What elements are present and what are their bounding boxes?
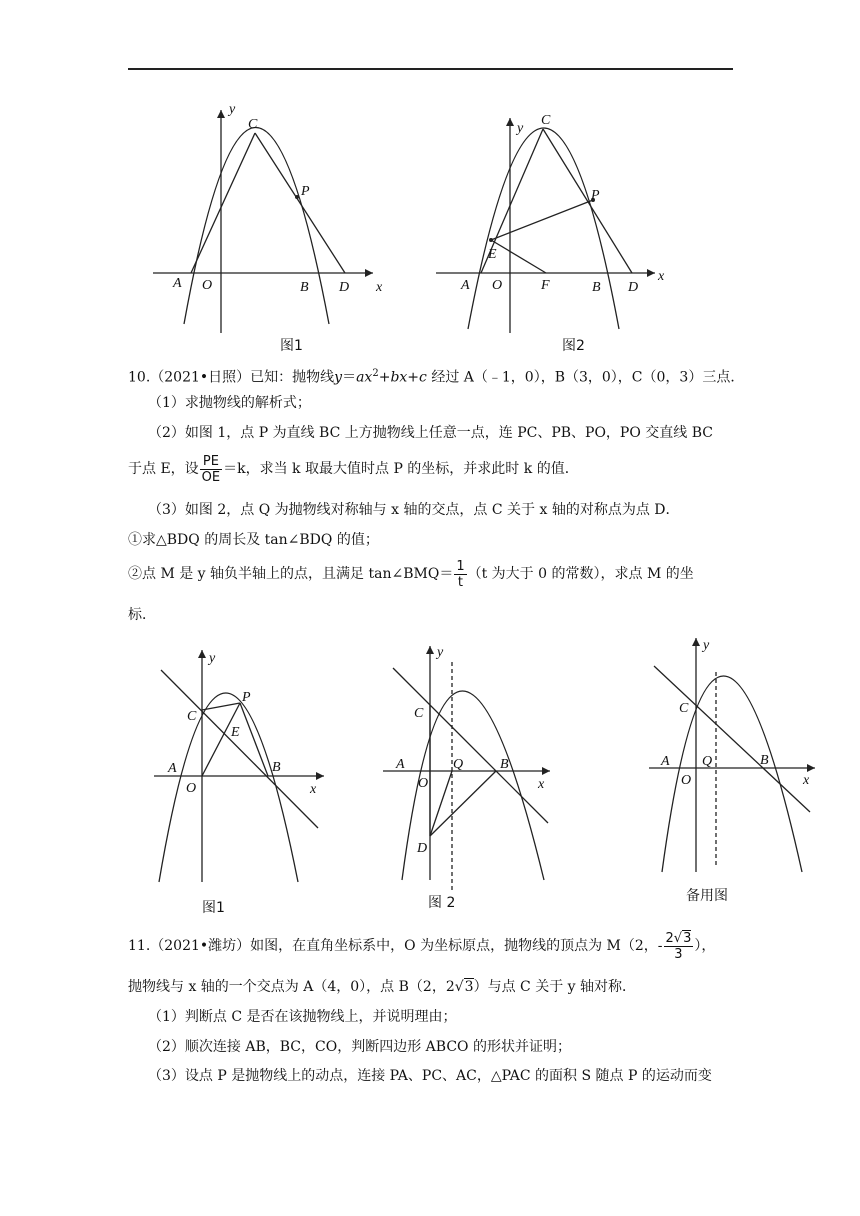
label-a: A: [168, 761, 177, 776]
q10-part3: （3）如图 2，点 Q 为抛物线对称轴与 x 轴的交点，点 C 关于 x 轴的对称点为点 D．: [148, 502, 680, 518]
y-arrow: [426, 646, 434, 654]
label-q: Q: [702, 754, 713, 769]
label-d: D: [417, 841, 428, 856]
q11-header: 11.（2021•潍坊）如图，在直角坐标系中，O 为坐标原点，抛物线的顶点为 M（2，- $\frac{2√3}{3}$ ），: [128, 930, 716, 962]
label-c: C: [679, 701, 689, 716]
figure-mid-1: [150, 640, 335, 925]
fraction-pe-oe: $\frac{PE}{OE}$: [201, 453, 221, 485]
point-p-dot: [295, 195, 299, 199]
q10-part2-line2: 于点 E，设 $\frac{PE}{OE}$ ＝k，求当 k 取最大值时点 P 的坐标，并求此时 k 的值．: [128, 453, 579, 485]
label-d: D: [339, 280, 350, 295]
point-e-dot: [489, 238, 493, 242]
segment-pb: [240, 703, 268, 776]
figure-mid-2: [380, 640, 560, 915]
label-p: P: [591, 188, 600, 203]
line-bc: [654, 666, 810, 812]
label-o: O: [681, 773, 692, 788]
line-bc: [393, 668, 548, 823]
label-a: A: [173, 276, 182, 291]
segment-db: [430, 771, 496, 836]
q10-part1: （1）求抛物线的解析式；: [148, 395, 311, 411]
q10-part3-1: ①求△BDQ 的周长及 tan∠BDQ 的值；: [128, 532, 379, 548]
q10-part2-line1: （2）如图 1，点 P 为直线 BC 上方抛物线上任意一点，连 PC、PB、PO，PO 交直线 BC: [148, 425, 713, 441]
label-o: O: [202, 278, 213, 293]
label-e: E: [231, 725, 240, 740]
label-a: A: [661, 754, 670, 769]
label-a: A: [396, 757, 405, 772]
x-arrow: [542, 767, 550, 775]
segment-cd: [543, 129, 632, 273]
q10-header: 10.（2021•日照）已知：抛物线$y=ax^2+bx+c$ 经过 A（﹣1，0），B（3，0），C（0，3）三点．: [128, 368, 745, 386]
label-f: F: [541, 278, 550, 293]
figure-caption: 图1: [202, 900, 225, 916]
fraction-2sqrt3-3: $\frac{2√3}{3}$: [665, 930, 692, 962]
x-arrow: [316, 772, 324, 780]
label-b: B: [500, 757, 509, 772]
segment-ac: [191, 133, 255, 273]
x-arrow: [647, 269, 655, 277]
label-p: P: [242, 690, 251, 705]
label-x: x: [310, 782, 317, 797]
label-b: B: [760, 753, 769, 768]
figure-caption: 图1: [280, 338, 303, 354]
figure-mid-3: [645, 630, 820, 910]
y-arrow: [506, 118, 514, 126]
label-p: P: [301, 184, 310, 199]
figure-top-2: [430, 100, 675, 360]
label-o: O: [492, 278, 503, 293]
label-x: x: [803, 773, 810, 788]
label-c: C: [248, 117, 258, 132]
q10-part3-2: ②点 M 是 y 轴负半轴上的点，且满足 tan∠BMQ＝ $\frac{1}{t}$ （t 为大于 0 的常数），求点 M 的坐: [128, 558, 694, 590]
label-y: y: [703, 638, 710, 653]
label-b: B: [592, 280, 601, 295]
label-x: x: [538, 777, 545, 792]
label-b: B: [272, 760, 281, 775]
label-y: y: [517, 121, 524, 136]
figure-caption: 图 2: [428, 895, 456, 911]
y-arrow: [692, 638, 700, 646]
parabola-curve: [468, 128, 619, 329]
x-arrow: [807, 764, 815, 772]
line-bc: [161, 670, 318, 828]
y-arrow: [217, 110, 225, 118]
q10-part3-2-end: 标．: [128, 607, 156, 623]
label-c: C: [541, 113, 551, 128]
q11-line2: 抛物线与 x 轴的一个交点为 A（4，0），点 B（2，2√3）与点 C 关于 y 轴对称．: [128, 979, 636, 995]
x-arrow: [365, 269, 373, 277]
label-a: A: [461, 278, 470, 293]
label-o: O: [418, 776, 429, 791]
label-c: C: [187, 709, 197, 724]
label-y: y: [209, 651, 216, 666]
q11-part3: （3）设点 P 是抛物线上的动点，连接 PA、PC、AC，△PAC 的面积 S 随点 P 的运动而变: [148, 1068, 712, 1084]
label-c: C: [414, 706, 424, 721]
label-x: x: [376, 280, 383, 295]
y-arrow: [198, 650, 206, 658]
figure-caption: 图2: [562, 338, 585, 354]
label-d: D: [628, 280, 639, 295]
figure-top-1: [150, 100, 390, 360]
label-e: E: [488, 247, 497, 262]
figure-caption: 备用图: [686, 888, 728, 904]
segment-cd: [255, 133, 345, 273]
label-o: O: [186, 781, 197, 796]
segment-ep: [491, 200, 593, 240]
fraction-1-t: $\frac{1}{t}$: [456, 558, 465, 590]
header-rule: [128, 68, 733, 70]
label-y: y: [229, 102, 236, 117]
label-b: B: [300, 280, 309, 295]
q11-part2: （2）顺次连接 AB，BC，CO，判断四边形 ABCO 的形状并证明；: [148, 1039, 571, 1055]
segment-ef: [491, 240, 546, 273]
label-y: y: [437, 645, 444, 660]
label-q: Q: [453, 757, 464, 772]
label-x: x: [658, 269, 665, 284]
segment-dq: [430, 771, 452, 836]
q11-part1: （1）判断点 C 是否在该抛物线上，并说明理由；: [148, 1009, 457, 1025]
